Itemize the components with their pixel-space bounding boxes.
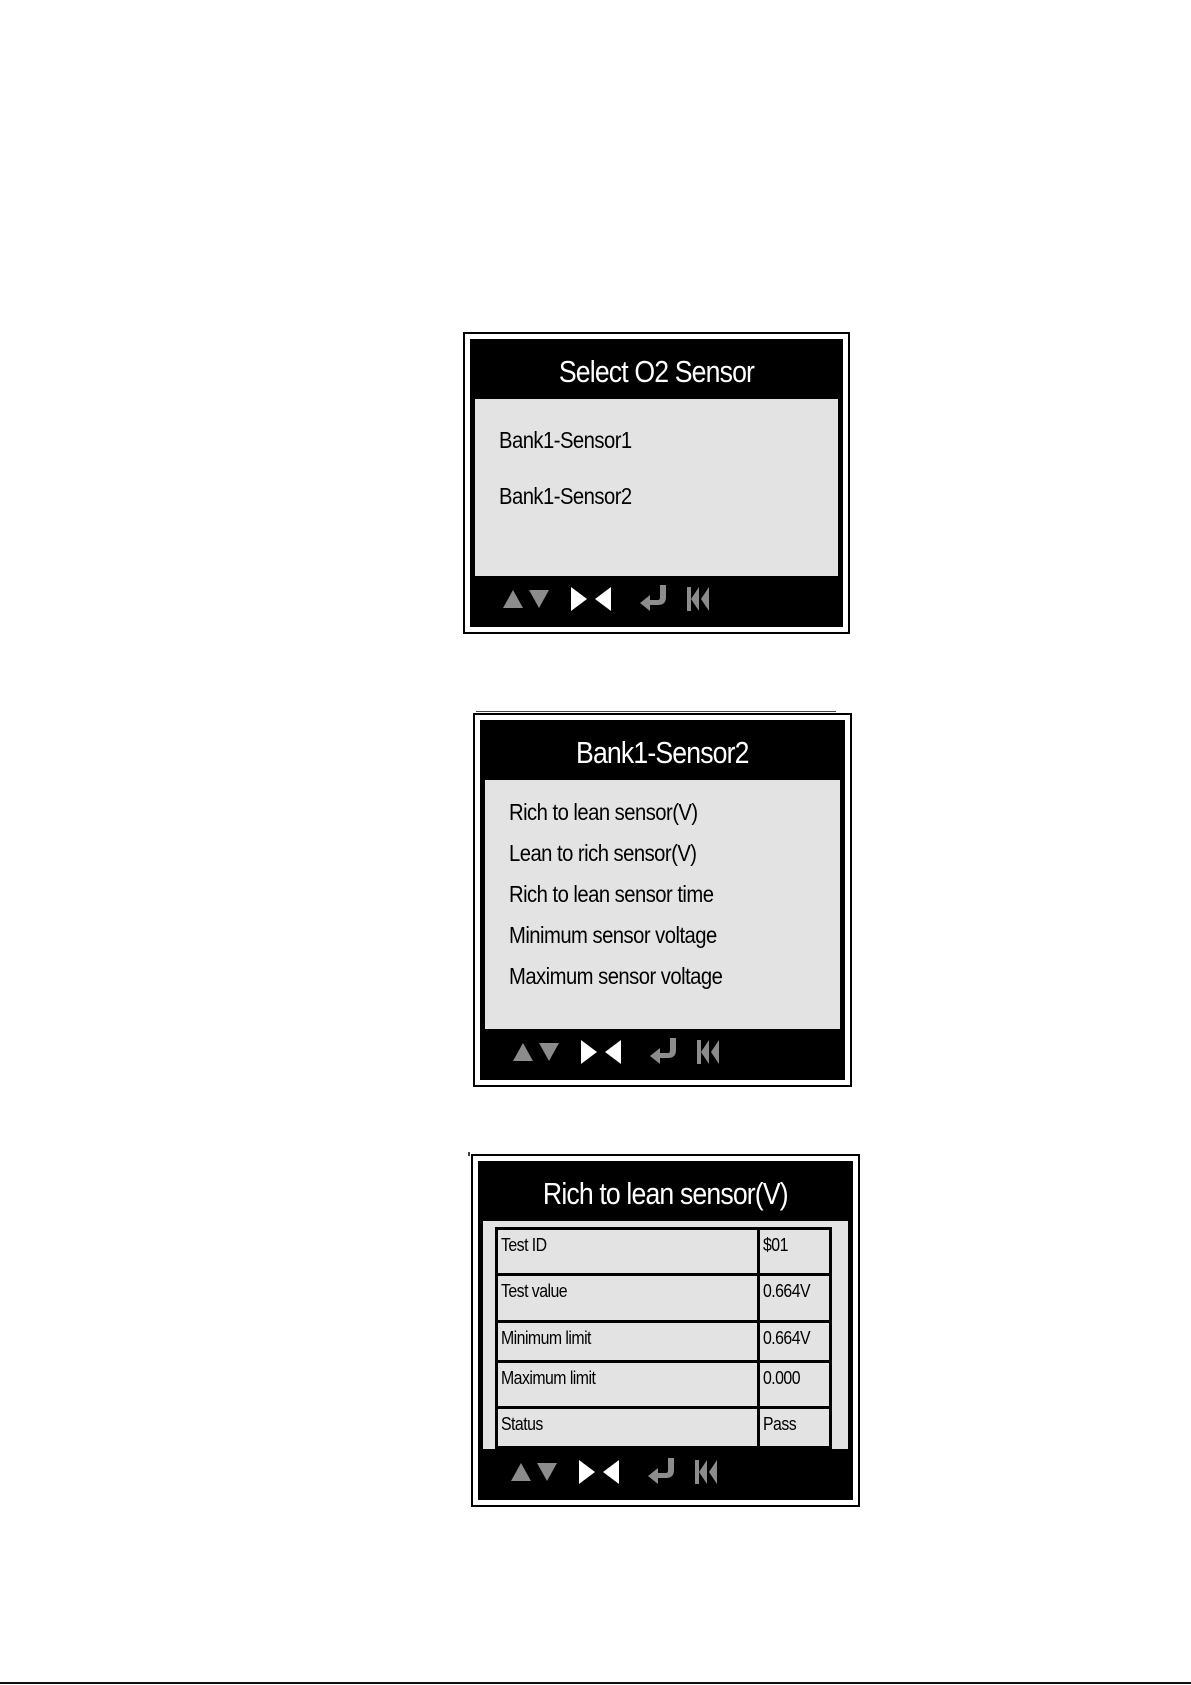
menu-item-rich-to-lean-sensor-time[interactable]: Rich to lean sensor time: [509, 881, 714, 907]
left-right-arrows-icon[interactable]: [563, 585, 619, 613]
table-cell-value: $01: [759, 1229, 831, 1275]
screen-title-bar: [483, 1166, 848, 1221]
table-row: [497, 1275, 831, 1322]
scan-artifact-mark: [468, 1152, 470, 1156]
table-cell-value: 0.000: [759, 1362, 831, 1408]
table-cell-label: Maximum limit: [497, 1362, 759, 1408]
screen-title: Bank1-Sensor2: [576, 734, 749, 770]
screen-rich-to-lean-sensor-v: [471, 1154, 860, 1507]
footer-bar: [483, 1449, 848, 1495]
table-cell-label: Test value: [497, 1275, 759, 1322]
footer-bar: [475, 576, 838, 622]
table-cell-label: Minimum limit: [497, 1322, 759, 1362]
table-row: [497, 1322, 831, 1362]
left-right-arrows-icon[interactable]: [571, 1458, 627, 1486]
screen-bank1-sensor2: [473, 713, 852, 1087]
up-down-arrows-icon[interactable]: [507, 1039, 567, 1065]
back-icon[interactable]: [689, 1458, 723, 1486]
enter-icon[interactable]: [643, 1036, 683, 1068]
menu-item-bank1-sensor1[interactable]: Bank1-Sensor1: [499, 427, 632, 453]
table-cell-label: Test ID: [497, 1229, 759, 1275]
screen-select-o2-sensor: [463, 332, 850, 634]
up-down-arrows-icon[interactable]: [505, 1459, 565, 1485]
table-row: [497, 1229, 831, 1275]
scan-artifact-line: [476, 711, 836, 712]
table-cell-value: 0.664V: [759, 1322, 831, 1362]
menu-item-bank1-sensor2[interactable]: Bank1-Sensor2: [499, 483, 632, 509]
menu-item-lean-to-rich-sensor-v[interactable]: Lean to rich sensor(V): [509, 840, 697, 866]
footer-bar: [485, 1029, 840, 1075]
table-cell-label: Status: [497, 1408, 759, 1448]
screen-title-bar: [475, 344, 838, 399]
screen-title-bar: [485, 725, 840, 780]
up-down-arrows-icon[interactable]: [497, 586, 557, 612]
table-cell-value: 0.664V: [759, 1275, 831, 1322]
menu-item-maximum-sensor-voltage[interactable]: Maximum sensor voltage: [509, 963, 723, 989]
screen-body: [480, 720, 845, 1080]
back-icon[interactable]: [691, 1038, 725, 1066]
screen-body: [478, 1161, 853, 1500]
enter-icon[interactable]: [633, 583, 673, 615]
left-right-arrows-icon[interactable]: [573, 1038, 629, 1066]
menu-item-rich-to-lean-sensor-v[interactable]: Rich to lean sensor(V): [509, 799, 698, 825]
enter-icon[interactable]: [641, 1456, 681, 1488]
menu-item-minimum-sensor-voltage[interactable]: Minimum sensor voltage: [509, 922, 717, 948]
screen-title: Select O2 Sensor: [558, 353, 755, 389]
table-row: [497, 1362, 831, 1408]
table-cell-value: Pass: [759, 1408, 831, 1448]
page-bottom-rule: [0, 1682, 1191, 1684]
back-icon[interactable]: [681, 585, 715, 613]
screen-title: Rich to lean sensor(V): [543, 1175, 788, 1211]
screen-body: [470, 339, 843, 627]
test-result-table: [495, 1227, 832, 1449]
table-row: [497, 1408, 831, 1448]
